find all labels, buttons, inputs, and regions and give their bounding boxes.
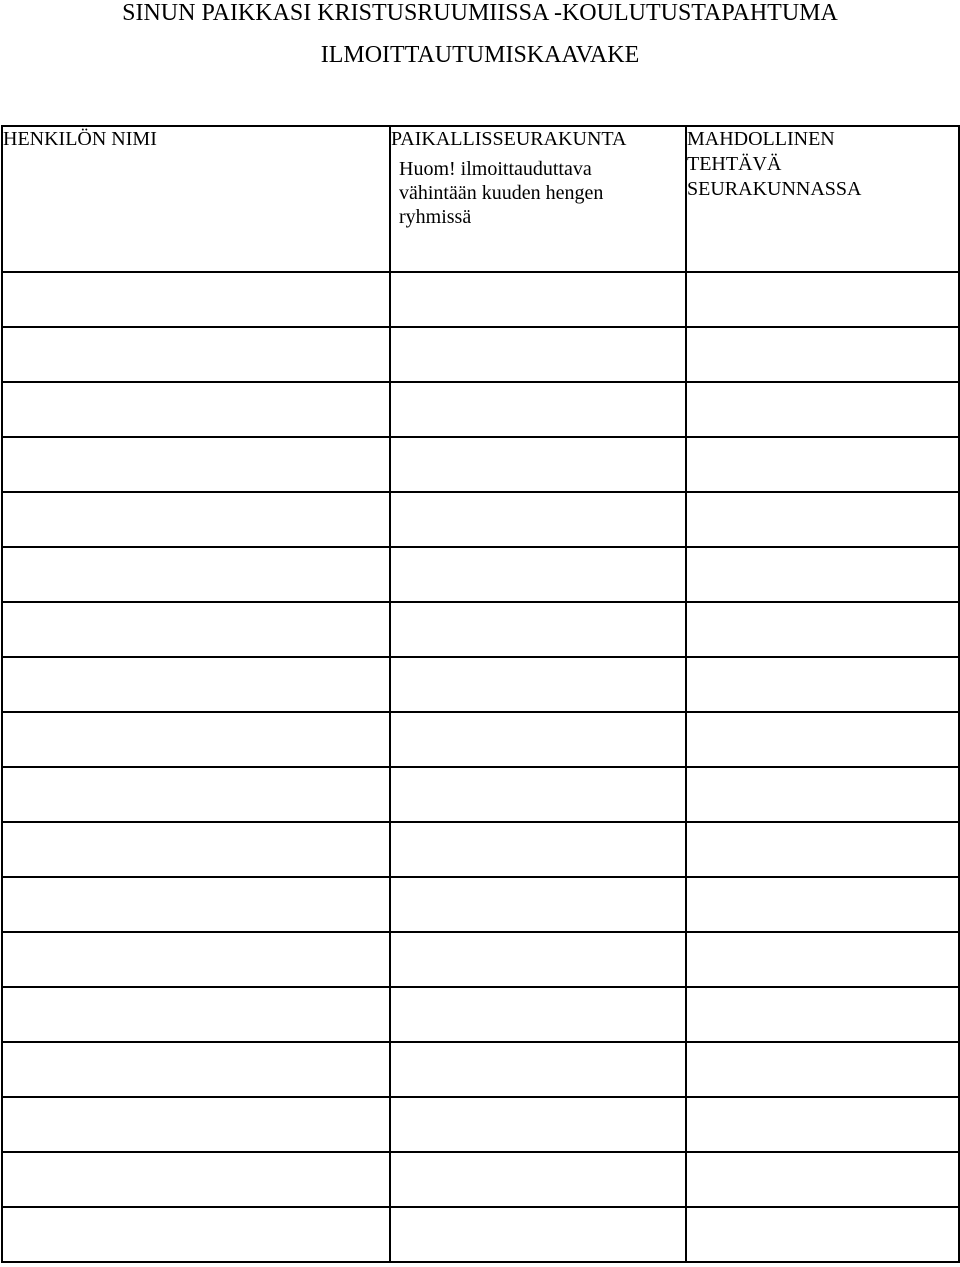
role-cell[interactable]: [686, 932, 959, 987]
name-cell[interactable]: [2, 382, 390, 437]
group-size-note: [391, 157, 685, 229]
header-cell-role: [686, 126, 959, 272]
role-cell[interactable]: [686, 767, 959, 822]
congregation-cell[interactable]: [390, 877, 686, 932]
name-cell[interactable]: [2, 767, 390, 822]
note-line: vähintään kuuden hengen: [399, 182, 604, 204]
table-row: [2, 767, 959, 822]
role-cell[interactable]: [686, 327, 959, 382]
role-cell[interactable]: [686, 1097, 959, 1152]
name-cell[interactable]: [2, 602, 390, 657]
role-cell[interactable]: [686, 547, 959, 602]
table-row: [2, 932, 959, 987]
header-label-line: TEHTÄVÄ: [687, 153, 782, 175]
form-subtitle: ILMOITTAUTUMISKAAVAKE: [320, 42, 640, 68]
role-cell[interactable]: [686, 1207, 959, 1262]
header-label-line: MAHDOLLINEN: [687, 128, 835, 150]
table-row: [2, 272, 959, 327]
congregation-cell[interactable]: [390, 767, 686, 822]
congregation-cell[interactable]: [390, 437, 686, 492]
table-row: [2, 547, 959, 602]
table-header-row: [2, 126, 959, 272]
role-cell[interactable]: [686, 382, 959, 437]
congregation-cell[interactable]: [390, 987, 686, 1042]
name-cell[interactable]: [2, 712, 390, 767]
table-row: [2, 877, 959, 932]
role-cell[interactable]: [686, 1152, 959, 1207]
registration-table: [1, 125, 960, 1263]
table-row: [2, 1042, 959, 1097]
congregation-cell[interactable]: [390, 547, 686, 602]
congregation-cell[interactable]: [390, 657, 686, 712]
role-cell[interactable]: [686, 712, 959, 767]
name-cell[interactable]: [2, 822, 390, 877]
congregation-cell[interactable]: [390, 272, 686, 327]
table-row: [2, 657, 959, 712]
name-cell[interactable]: [2, 1152, 390, 1207]
table-row: [2, 1097, 959, 1152]
header-label-congregation: PAIKALLISSEURAKUNTA: [391, 128, 627, 150]
table-row: [2, 1152, 959, 1207]
note-line: Huom! ilmoittauduttava: [399, 158, 592, 180]
role-cell[interactable]: [686, 492, 959, 547]
name-cell[interactable]: [2, 437, 390, 492]
name-cell[interactable]: [2, 657, 390, 712]
name-cell[interactable]: [2, 1097, 390, 1152]
role-cell[interactable]: [686, 272, 959, 327]
congregation-cell[interactable]: [390, 822, 686, 877]
congregation-cell[interactable]: [390, 1207, 686, 1262]
note-line: ryhmissä: [399, 206, 472, 228]
role-cell[interactable]: [686, 1042, 959, 1097]
congregation-cell[interactable]: [390, 1152, 686, 1207]
form-title: SINUN PAIKKASI KRISTUSRUUMIISSA -KOULUTUSTAPAHTUMA: [122, 0, 838, 26]
congregation-cell[interactable]: [390, 1042, 686, 1097]
table-row: [2, 327, 959, 382]
role-cell[interactable]: [686, 987, 959, 1042]
name-cell[interactable]: [2, 272, 390, 327]
congregation-cell[interactable]: [390, 492, 686, 547]
header-label-line: SEURAKUNNASSA: [687, 178, 862, 200]
name-cell[interactable]: [2, 1042, 390, 1097]
table-row: [2, 602, 959, 657]
name-cell[interactable]: [2, 547, 390, 602]
name-cell[interactable]: [2, 987, 390, 1042]
congregation-cell[interactable]: [390, 327, 686, 382]
header-label-name: HENKILÖN NIMI: [3, 128, 157, 150]
role-cell[interactable]: [686, 437, 959, 492]
congregation-cell[interactable]: [390, 602, 686, 657]
table-row: [2, 437, 959, 492]
header-cell-name: [2, 126, 390, 272]
name-cell[interactable]: [2, 932, 390, 987]
table-row: [2, 492, 959, 547]
role-cell[interactable]: [686, 602, 959, 657]
name-cell[interactable]: [2, 877, 390, 932]
table-row: [2, 1207, 959, 1262]
table-row: [2, 987, 959, 1042]
role-cell[interactable]: [686, 657, 959, 712]
table-row: [2, 382, 959, 437]
role-cell[interactable]: [686, 877, 959, 932]
name-cell[interactable]: [2, 1207, 390, 1262]
name-cell[interactable]: [2, 327, 390, 382]
congregation-cell[interactable]: [390, 382, 686, 437]
header-cell-congregation: [390, 126, 686, 272]
role-cell[interactable]: [686, 822, 959, 877]
congregation-cell[interactable]: [390, 932, 686, 987]
table-row: [2, 712, 959, 767]
congregation-cell[interactable]: [390, 712, 686, 767]
congregation-cell[interactable]: [390, 1097, 686, 1152]
table-row: [2, 822, 959, 877]
name-cell[interactable]: [2, 492, 390, 547]
